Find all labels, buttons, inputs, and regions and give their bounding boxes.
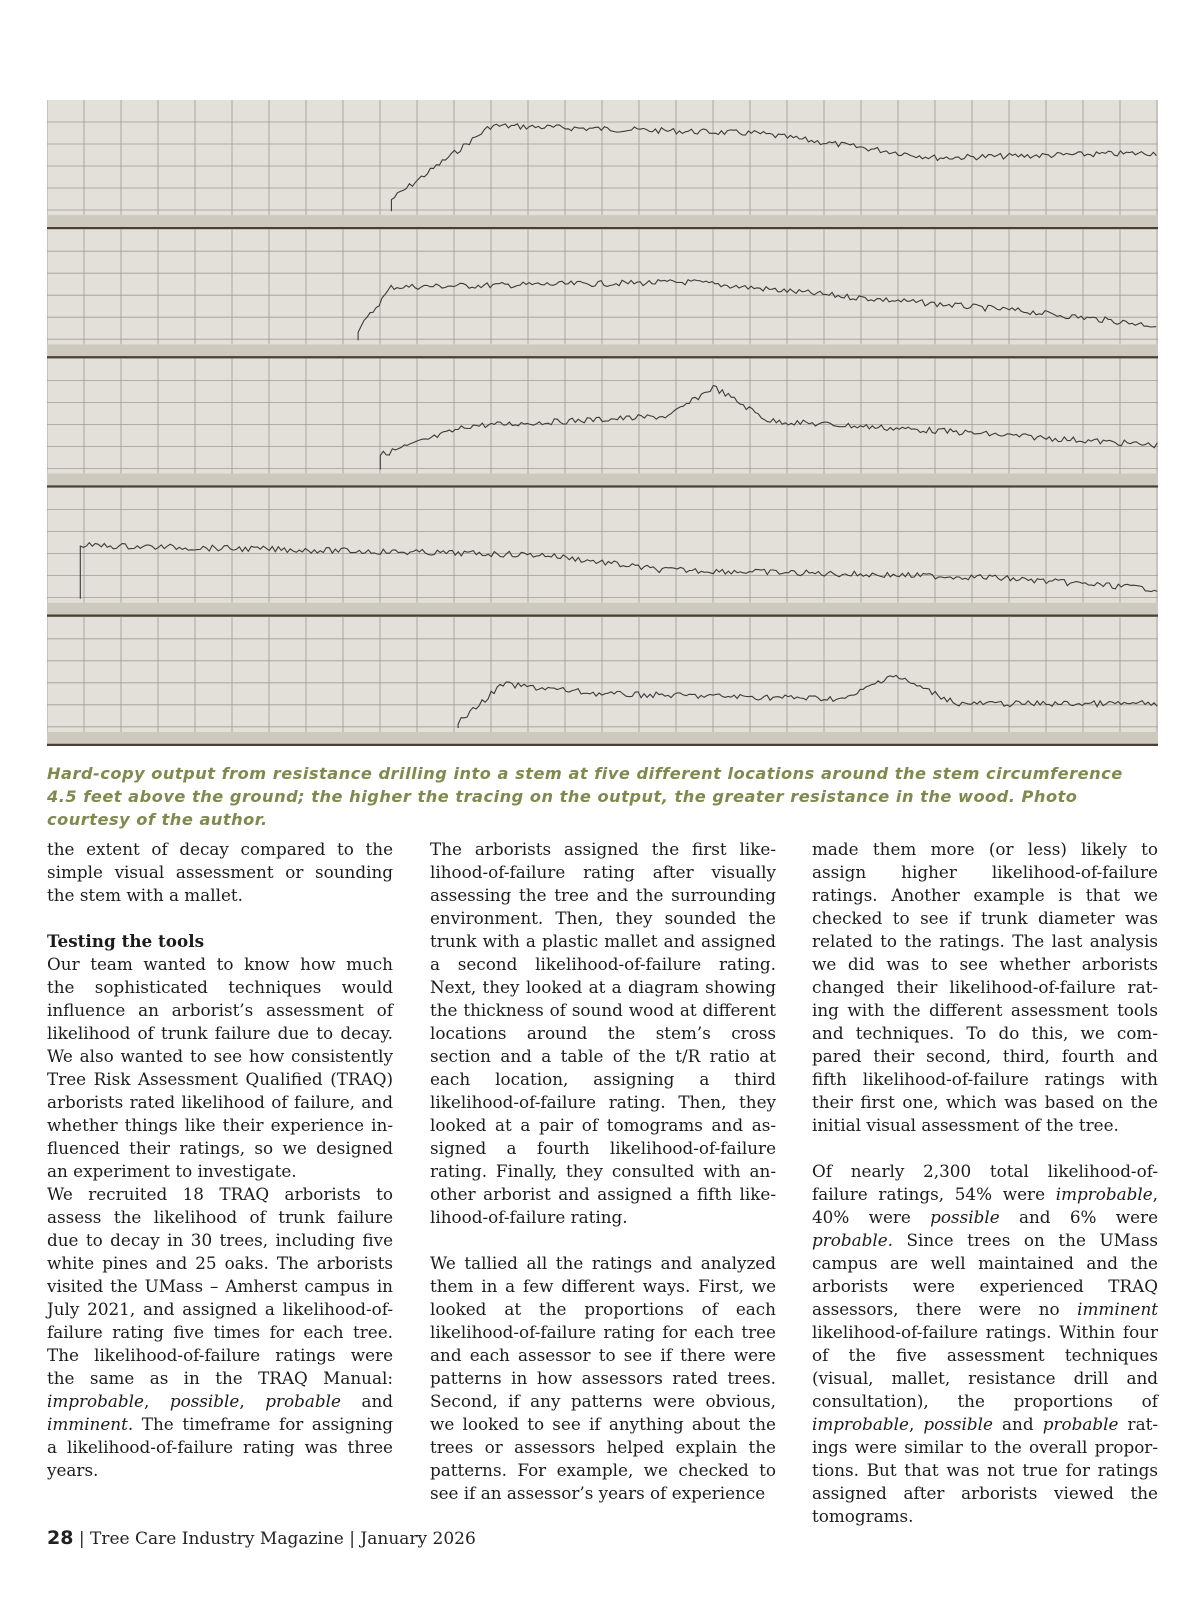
resistance-drilling-photo — [47, 100, 1158, 746]
text-run: and — [992, 1414, 1043, 1434]
paragraph — [47, 1183, 393, 1482]
issue-date: January 2026 — [360, 1529, 476, 1549]
text-run: Of nearly 2,300 total likelihood-of-failure ratings, 54% were — [812, 1161, 1158, 1204]
footer-separator: | — [343, 1529, 361, 1549]
text-run: , — [908, 1414, 924, 1434]
publication-name: Tree Care Industry Magazine — [90, 1529, 344, 1549]
text-run: , — [239, 1391, 266, 1411]
section-heading: Testing the tools — [47, 931, 205, 951]
footer-separator: | — [73, 1529, 90, 1549]
text-run: ratings were similar to the overall proportions. But that was not true for ratings assigned after arborists viewed the tomograms. — [812, 1414, 1158, 1526]
rating-term: probable — [1042, 1414, 1119, 1434]
text-run: , 40% were — [812, 1184, 1158, 1227]
text-run: and — [340, 1391, 394, 1411]
figure-caption: Hard-copy output from resistance drilling into a stem at five different locations around the stem circumference 4.5 feet above the ground; the higher the tracing on the output, the greater resistance in the wood. Photo courtesy of the author. — [47, 764, 1123, 829]
rating-term: improbable — [1055, 1184, 1153, 1204]
rating-term: improbable — [47, 1391, 144, 1411]
page-number: 28 — [47, 1527, 74, 1549]
paragraph: The arborists assigned the first likelihood-of-failure rating after visually assessing the tree and the surrounding environment. Then, they sounded the trunk with a plastic mallet and assigned a second likelihood-of-failure rating. Next, they looked at a diagram showing the thickness of sound wood at different locations around the stem’s cross section and a table of the t/R ratio at each location, assigning a third likelihood-of-failure rating. Then, they looked at a pair of tomograms and assigned a fourth likelihood-of-failure rating. Finally, they consulted with another arborist and assigned a fifth likelihood-of-failure rating. — [430, 839, 776, 1227]
rating-term: possible — [930, 1207, 1000, 1227]
drill-output-strips — [47, 100, 1158, 746]
text-run: . The timeframe for assigning a likelihood-of-failure rating was three years. — [47, 1414, 393, 1480]
paragraph: the extent of decay compared to the simple visual assessment or sounding the stem with a mallet. — [47, 839, 393, 905]
paragraph — [812, 1160, 1158, 1528]
text-column-2 — [430, 838, 776, 1505]
rating-term: possible — [169, 1391, 240, 1411]
paragraph: made them more (or less) likely to assign higher likelihood-of-failure ratings. Another example is that we checked to see if trunk diameter was related to the ratings. The last analysis we did was to see whether arborists changed their likelihood-of-failure rating with the different assessment tools and techniques. To do this, we compared their second, third, fourth and fifth likelihood-of-failure ratings with their first one, which was based on the initial visual assessment of the tree. — [812, 839, 1158, 1135]
text-column-3 — [812, 838, 1158, 1528]
text-run: , — [143, 1391, 170, 1411]
paragraph: We tallied all the ratings and analyzed them in a few different ways. First, we looked at the proportions of each likelihood-of-failure rating for each tree and each assessor to see if there were patterns in how assessors rated trees. Second, if any patterns were obvious, we looked to see if anything about the trees or assessors helped explain the patterns. For example, we checked to see if an assessor’s years of experience — [430, 1253, 776, 1503]
rating-term: probable. — [812, 1230, 893, 1250]
text-column-1 — [47, 838, 393, 1482]
rating-term: imminent — [1077, 1299, 1158, 1319]
text-run: We recruited 18 TRAQ arborists to assess the likelihood of trunk failure due to decay in 30 trees, including five white pines and 25 oaks. The arborists visited the UMass – Amherst campus in July 2021, and assigned a likelihood-of-failure rating five times for each tree. The likelihood-of-failure ratings were the same as in the TRAQ Manual: — [47, 1184, 393, 1388]
rating-term: possible — [923, 1414, 993, 1434]
text-run: likelihood-of-failure ratings. Within four of the five assessment techniques (visual, mallet, resistance drill and consultation), the proportions of — [812, 1322, 1158, 1411]
paragraph: Our team wanted to know how much the sophisticated techniques would influence an arborist’s assessment of likelihood of trunk failure due to decay. We also wanted to see how consistently Tree Risk Assessment Qualified (TRAQ) arborists rated likelihood of failure, and whether things like their experience influenced their ratings, so we designed an experiment to investigate. — [47, 954, 393, 1181]
text-run: Since trees on the UMass campus are well maintained and the arborists were experienced TRAQ assessors, there were no — [812, 1230, 1158, 1319]
text-run: and 6% were — [999, 1207, 1159, 1227]
rating-term: improbable — [812, 1414, 909, 1434]
rating-term: probable — [265, 1391, 341, 1411]
rating-term: imminent — [47, 1414, 128, 1434]
page-footer — [47, 1527, 476, 1549]
section-block — [47, 930, 393, 1183]
